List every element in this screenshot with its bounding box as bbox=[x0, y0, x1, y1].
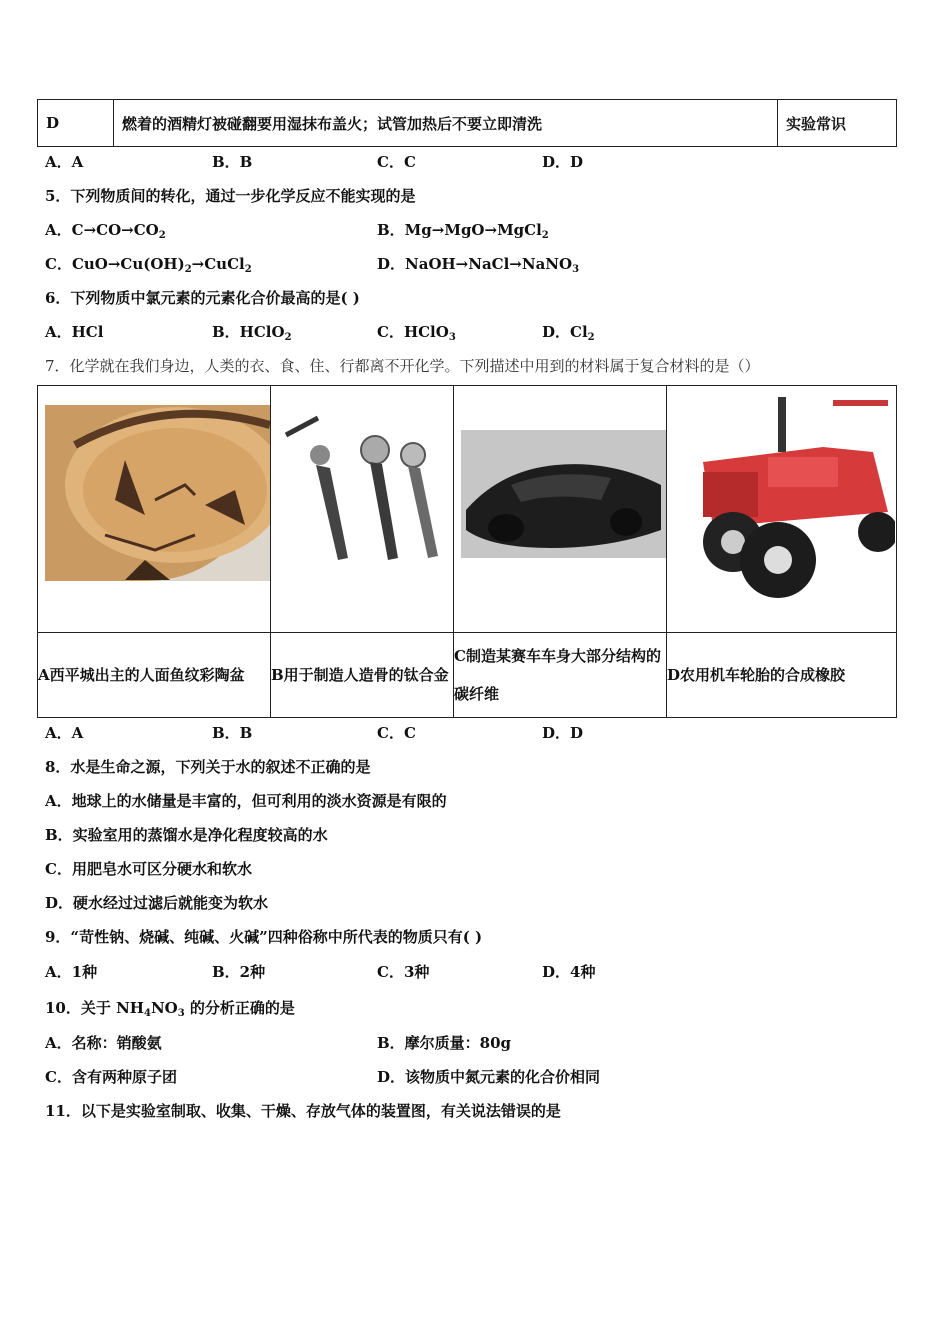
q8-option-d: D．硬水经过过滤后就能变为软水 bbox=[45, 894, 269, 912]
carbon-fiber-car-image bbox=[461, 430, 666, 558]
q9-option-c: C．3种 bbox=[377, 963, 430, 981]
q4-option-d: D．D bbox=[542, 153, 584, 171]
q10-option-c: C．含有两种原子团 bbox=[45, 1068, 177, 1086]
q7-option-a: A．A bbox=[45, 724, 84, 742]
q11-stem: 11．以下是实验室制取、收集、干燥、存放气体的装置图，有关说法错误的是 bbox=[45, 1102, 561, 1120]
top-table bbox=[37, 99, 897, 147]
q8-option-c: C．用肥皂水可区分硬水和软水 bbox=[45, 860, 252, 878]
row-letter: D bbox=[38, 100, 114, 147]
q7-caption-b: B用于制造人造骨的钛合金 bbox=[271, 633, 454, 718]
q9-option-d: D．4种 bbox=[542, 963, 596, 981]
titanium-implant-image bbox=[278, 410, 448, 572]
q5-option-b: B．Mg→MgO→MgCl$_2$ bbox=[377, 221, 549, 241]
q4-option-a: A．A bbox=[45, 153, 84, 171]
q4-option-c: C．C bbox=[377, 153, 416, 171]
q7-option-d: D．D bbox=[542, 724, 584, 742]
q8-stem: 8．水是生命之源，下列关于水的叙述不正确的是 bbox=[45, 758, 371, 776]
q7-option-c: C．C bbox=[377, 724, 416, 742]
row-content: 燃着的酒精灯被碰翻要用湿抹布盖火；试管加热后不要立即清洗 bbox=[114, 100, 778, 147]
q9-option-b: B．2种 bbox=[212, 963, 266, 981]
q6-option-a: A．HCl bbox=[45, 323, 104, 341]
q4-option-b: B．B bbox=[212, 153, 253, 171]
q6-option-c: C．HClO$_3$ bbox=[377, 323, 456, 343]
q5-stem: 5．下列物质间的转化，通过一步化学反应不能实现的是 bbox=[45, 187, 416, 205]
q6-option-b: B．HClO$_2$ bbox=[212, 323, 292, 343]
q5-option-d: D．NaOH→NaCl→NaNO$_3$ bbox=[377, 255, 580, 275]
row-category: 实验常识 bbox=[778, 100, 897, 147]
q7-caption-d: D农用机车轮胎的合成橡胶 bbox=[667, 633, 897, 718]
q8-option-a: A．地球上的水储量是丰富的，但可利用的淡水资源是有限的 bbox=[45, 792, 447, 810]
q7-stem: 7．化学就在我们身边，人类的衣、食、住、行都离不开化学。下列描述中用到的材料属于复合材料的是（） bbox=[45, 357, 760, 375]
q7-option-b: B．B bbox=[212, 724, 253, 742]
q10-stem: 10．关于 $NH_4NO_3$ 的分析正确的是 bbox=[45, 999, 295, 1019]
q6-stem: 6．下列物质中氯元素的元素化合价最高的是( ) bbox=[45, 289, 360, 307]
q10-option-d: D．该物质中氮元素的化合价相同 bbox=[377, 1068, 601, 1086]
q8-option-b: B．实验室用的蒸馏水是净化程度较高的水 bbox=[45, 826, 328, 844]
tractor-image bbox=[673, 392, 895, 602]
q5-option-a: A．$C\to CO\to CO_2$ bbox=[45, 221, 166, 241]
q9-option-a: A．1种 bbox=[45, 963, 98, 981]
pottery-bowl-image bbox=[45, 405, 270, 581]
q10-option-b: B．摩尔质量：80g bbox=[377, 1034, 512, 1052]
q7-caption-a: A西平城出主的人面鱼纹彩陶盆 bbox=[38, 633, 271, 718]
q7-caption-c: C制造某赛车车身大部分结构的碳纤维 bbox=[454, 633, 667, 718]
q5-option-c: C．$CuO\to Cu(OH)_2\to CuCl_2$ bbox=[45, 255, 252, 275]
q6-option-d: D．$Cl_2$ bbox=[542, 323, 595, 343]
q10-option-a: A．名称：销酸氨 bbox=[45, 1034, 162, 1052]
q9-stem: 9．“苛性钠、烧碱、纯碱、火碱”四种俗称中所代表的物质只有( ) bbox=[45, 928, 483, 946]
